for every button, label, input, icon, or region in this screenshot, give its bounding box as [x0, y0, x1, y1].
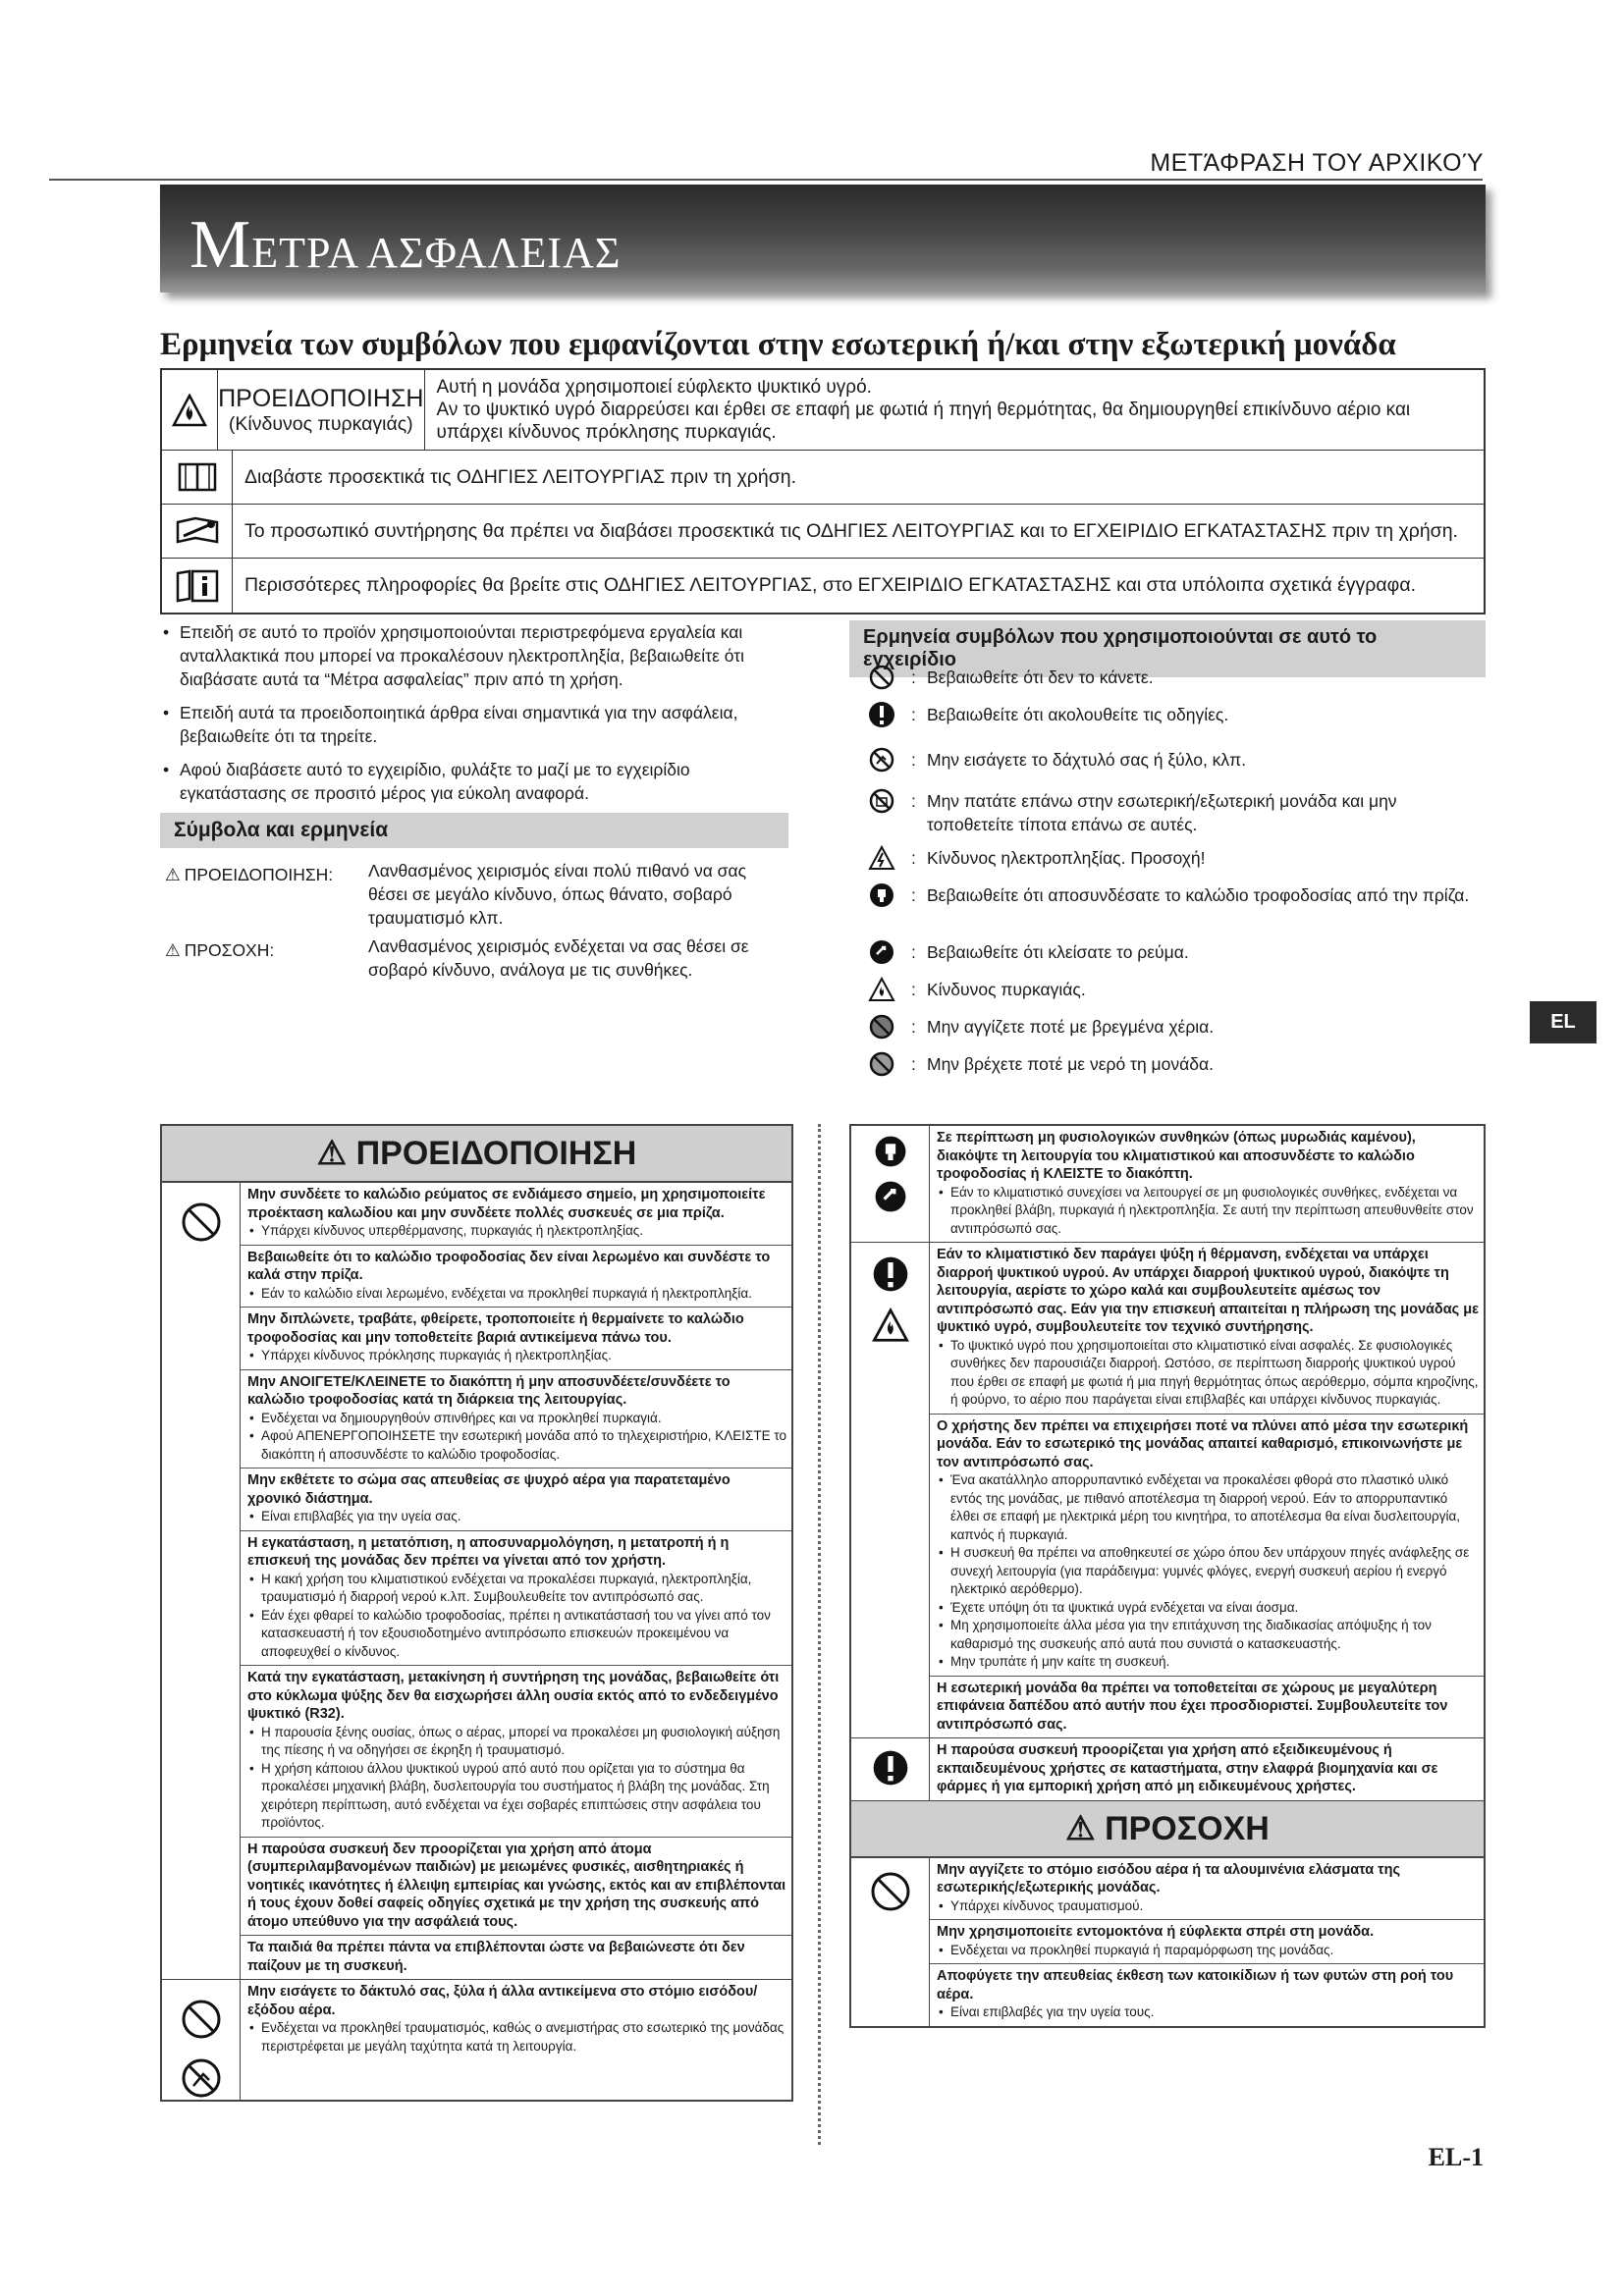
- caution-definition: ⚠ ΠΡΟΣΟΧΗ: Λανθασμένος χειρισμός ενδέχεται να σας θέσει σε σοβαρό κίνδυνο, ανάλογα με τις συνθήκες.: [165, 936, 749, 980]
- manual-symbols-list: [864, 660, 1473, 1084]
- list-item: : Μην αγγίζετε ποτέ με βρεγμένα χέρια.: [864, 1009, 1473, 1046]
- title-banner: [160, 185, 1486, 293]
- item-heading: Εάν το κλιματιστικό δεν παράγει ψύξη ή θέρμανση, ενδέχεται να υπάρχει διαρροή ψυκτικού υγρού. Αν υπάρχει διαρροή ψυκτικού υγρού, διακόψτε τη λειτουργία, αερίστε το χώρο καλά και συμβουλευτείτε αμέσως τον αντιπρόσωπό σας. Εάν για την επισκευή απαιτείται η πλήρωση της μονάδας με ψυκτικό υγρό, συμβουλευτείτε τον τεχνικό συντήρησης.: [937, 1247, 1479, 1335]
- power-off-icon: [873, 1179, 908, 1214]
- warning-group: [162, 1980, 791, 2100]
- page-title: ΜΕΤΡΑ ΑΣΦΑΛΕΙΑΣ: [189, 207, 622, 283]
- prohibited-icon: [869, 1870, 912, 1913]
- warn-head: ΠΡΟΕΙΔΟΠΟΙΗΣΗ (Κίνδυνος πυρκαγιάς): [218, 370, 424, 450]
- warning-box-title: ⚠ ΠΡΟΕΙΔΟΠΟΙΗΣΗ: [162, 1126, 791, 1183]
- warning-group: [162, 1183, 791, 1980]
- item-heading: Αποφύγετε την απευθείας έκθεση των κατοικίδιων ή των φυτών στη ροή του αέρα.: [937, 1968, 1454, 2002]
- list-item: : Μην πατάτε επάνω στην εσωτερική/εξωτερική μονάδα και μην τοποθετείτε τίποτα επάνω σε αυτές.: [864, 783, 1473, 840]
- item-bullet: • Ενδέχεται να προκληθεί πυρκαγιά ή παραμόρφωση της μονάδας.: [937, 1942, 1479, 1960]
- list-item: [930, 1243, 1484, 1415]
- list-item: : Κίνδυνος πυρκαγιάς.: [864, 972, 1473, 1009]
- symbols-heading: Σύμβολα και ερμηνεία: [160, 813, 788, 848]
- list-item: [241, 1838, 791, 1937]
- symbols-subtitle: Ερμηνεία των συμβόλων που εμφανίζονται στην εσωτερική ή/και στην εξωτερική μονάδα: [160, 327, 1396, 362]
- box-icon-column: [162, 1980, 241, 2100]
- item-bullet: • Η χρήση κάποιου άλλου ψυκτικού υγρού από αυτό που ορίζεται για το σύστημα θα προκαλέσει μηχανική βλάβη, δυσλειτουργία του συστήματος ή βλάβη της μονάδας. Στη χειρότερη περίπτωση, αυτό ενδέχεται να έχει σοβαρές επιπτώσεις στην ασφάλεια του προϊόντος.: [247, 1760, 786, 1833]
- warning-items: [241, 1183, 791, 1979]
- list-item: [241, 1666, 791, 1838]
- caution-box-title: ⚠ ΠΡΟΣΟΧΗ: [851, 1801, 1484, 1858]
- box-icon-column: [162, 1183, 241, 1979]
- fire-hazard-icon: [864, 972, 899, 1007]
- list-item: [241, 1183, 791, 1246]
- list-item: [930, 1126, 1484, 1242]
- item-heading: Μην συνδέετε το καλώδιο ρεύματος σε ενδιάμεσο σημείο, μη χρησιμοποιείτε προέκταση καλωδίου και μην συνδέετε πολλές συσκευές σε μια πρίζα.: [247, 1187, 766, 1221]
- no-water-icon: [864, 1046, 899, 1082]
- item-bullet: • Εάν το καλώδιο είναι λερωμένο, ενδέχεται να προκληθεί πυρκαγιά ή ηλεκτροπληξία.: [247, 1285, 786, 1304]
- list-item: : Κίνδυνος ηλεκτροπληξίας. Προσοχή!: [864, 840, 1473, 878]
- unplug-icon: [873, 1134, 908, 1169]
- warning-box: [160, 1124, 793, 2102]
- warn-text-2: Αν το ψυκτικό υγρό διαρρεύσει και έρθει σε επαφή με φωτιά ή πηγή θερμότητας, θα δημιουργηθεί επικίνδυνο αέριο και υπάρχει κίνδυνος πρόκλησης πυρκαγιάς.: [436, 400, 1411, 443]
- no-finger-icon: [864, 742, 899, 777]
- item-bullet: • Ενδέχεται να προκληθεί τραυματισμός, καθώς ο ανεμιστήρας στο εσωτερικό της μονάδας περιστρέφεται με μεγάλη ταχύτητα κατά τη λειτουργία.: [247, 2019, 786, 2056]
- book-icon: [162, 451, 233, 504]
- list-item: [930, 1415, 1484, 1677]
- header-translation-note: ΜΕΤΆΦΡΑΣΗ ΤΟΥ ΑΡΧΙΚΟΎ: [1150, 149, 1484, 177]
- warning-group: [851, 1738, 1484, 1801]
- item-heading: Βεβαιωθείτε ότι το καλώδιο τροφοδοσίας δεν είναι λερωμένο και συνδέστε το καλά στην πρίζα.: [247, 1249, 771, 1283]
- list-item: [241, 1246, 791, 1308]
- intro-list: [160, 620, 788, 815]
- warning-items: [930, 1243, 1484, 1737]
- list-item: : Μην βρέχετε ποτέ με νερό τη μονάδα.: [864, 1046, 1473, 1084]
- manual-symbols-heading: Ερμηνεία συμβόλων που χρησιμοποιούνται σε αυτό το εγχειρίδιο: [849, 620, 1486, 677]
- item-heading: Μην αγγίζετε το στόμιο εισόδου αέρα ή τα αλουμινένια ελάσματα της εσωτερικής/εξωτερικής μονάδας.: [937, 1861, 1401, 1896]
- box-icon-column: [851, 1738, 930, 1800]
- item-bullet: • Υπάρχει κίνδυνος υπερθέρμανσης, πυρκαγιάς ή ηλεκτροπληξίας.: [247, 1222, 786, 1241]
- mandatory-icon: [871, 1255, 910, 1294]
- fire-warning-icon: [162, 370, 218, 450]
- mandatory-icon: [864, 697, 899, 732]
- service-manual-text: Το προσωπικό συντήρησης θα πρέπει να διαβάσει προσεκτικά τις ΟΔΗΓΙΕΣ ΛΕΙΤΟΥΡΓΙΑΣ και το ΕΓΧΕΙΡΙΔΙΟ ΕΓΚΑΤΑΣΤΑΣΗΣ πριν τη χρήση.: [244, 519, 1458, 542]
- item-bullet: • Το ψυκτικό υγρό που χρησιμοποιείται στο κλιματιστικό είναι ασφαλές. Σε φυσιολογικές συνθήκες δεν παρουσιάζει διαρροή. Ωστόσο, σε περίπτωση διαρροής ψυκτικού υγρού που έρθει σε επαφή με φωτιά ή μια πηγή θερμότητας όπως αερόθερμο, σόμπα κηροζίνης, ή φούρνο, το αέριο που παράγεται είναι επιβλαβές και υπάρχει κίνδυνος πυρκαγιάς.: [937, 1337, 1479, 1410]
- list-item: [241, 1308, 791, 1370]
- flammable-warning-row: [162, 370, 1484, 451]
- item-heading: Ο χρήστης δεν πρέπει να επιχειρήσει ποτέ να πλύνει από μέσα την εσωτερική μονάδα. Εάν το εσωτερικό της μονάδας απαιτεί καθαρισμό, επικοινωνήστε με τον αντιπρόσωπό σας.: [937, 1417, 1469, 1470]
- list-item: [930, 1920, 1484, 1964]
- list-item: [930, 1858, 1484, 1921]
- intro-item: • Επειδή αυτά τα προειδοποιητικά άρθρα είναι σημαντικά για την ασφάλεια, βεβαιωθείτε ότι τα τηρείτε.: [160, 701, 788, 748]
- caution-items: [930, 1858, 1484, 2026]
- read-manual-text: Διαβάστε προσεκτικά τις ΟΔΗΓΙΕΣ ΛΕΙΤΟΥΡΓΙΑΣ πριν τη χρήση.: [244, 465, 797, 488]
- item-bullet: • Μην τρυπάτε ή μην καίτε τη συσκευή.: [937, 1653, 1479, 1672]
- list-item: : Βεβαιωθείτε ότι δεν το κάνετε.: [864, 660, 1473, 697]
- warning-triangle-icon: ⚠: [165, 865, 181, 884]
- warning-group: [851, 1126, 1484, 1243]
- item-bullet: • Ένα ακατάλληλο απορρυπαντικό ενδέχεται να προκαλέσει φθορά στο πλαστικό υλικό εντός της μονάδας, με πιθανό αποτέλεσμα τη διαρροή νερού. Εάν το απορρυπαντικό έλθει σε επαφή με ηλεκτρικά μέρη του κινητήρα, το αποτέλεσμα θα είναι δυσλειτουργία, καπνός ή πυρκαγιά.: [937, 1471, 1479, 1544]
- no-wet-hands-icon: [864, 1009, 899, 1044]
- item-bullet: • Εάν έχει φθαρεί το καλώδιο τροφοδοσίας, πρέπει η αντικατάστασή του να γίνει από τον κατασκευαστή ή τον εξουσιοδοτημένο αντιπρόσωπο επισκευών προκειμένου να αποφευχθεί ο κίνδυνος.: [247, 1607, 786, 1662]
- caution-group: [851, 1858, 1484, 2026]
- item-bullet: • Είναι επιβλαβές για την υγεία τους.: [937, 2003, 1479, 2022]
- item-heading: Η παρούσα συσκευή δεν προορίζεται για χρήση από άτομα (συμπεριλαμβανομένων παιδιών) με μειωμένες φυσικές, αισθητηριακές ή νοητικές ικανότητες ή έλλειψη εμπειρίας και γνώσης, εκτός και αν επιβλέπονται ή τους έχουν δοθεί σαφείς οδηγίες σχετικά με την χρήση της συσκευής από άτομο υπεύθυνο για την ασφάλειά τους.: [247, 1841, 786, 1930]
- info-text: Περισσότερες πληροφορίες θα βρείτε στις ΟΔΗΓΙΕΣ ΛΕΙΤΟΥΡΓΙΑΣ, στο ΕΓΧΕΙΡΙΔΙΟ ΕΓΚΑΤΑΣΤΑΣΗΣ και στα υπόλοιπα σχετικά έγγραφα.: [244, 574, 1417, 596]
- prohibited-icon: [180, 1998, 223, 2041]
- list-item: [241, 1531, 791, 1667]
- read-manual-row: [162, 451, 1484, 505]
- warning-definition: ⚠ ΠΡΟΕΙΔΟΠΟΙΗΣΗ: Λανθασμένος χειρισμός είναι πολύ πιθανό να σας θέσει σε μεγάλο κίνδυνο, όπως θάνατο, σοβαρό τραυματισμό κλπ.: [165, 861, 747, 928]
- item-heading: Μην εισάγετε το δάκτυλό σας, ξύλα ή άλλα αντικείμενα στο στόμιο εισόδου/εξόδου αέρα.: [247, 1984, 758, 2018]
- item-bullet: • Έχετε υπόψη ότι τα ψυκτικά υγρά ενδέχεται να είναι άοσμα.: [937, 1599, 1479, 1618]
- power-off-icon: [864, 934, 899, 970]
- item-bullet: • Είναι επιβλαβές για την υγεία σας.: [247, 1508, 786, 1526]
- column-divider: [818, 1124, 821, 2145]
- list-item: [241, 1468, 791, 1531]
- item-bullet: • Η συσκευή θα πρέπει να αποθηκευτεί σε χώρο όπου δεν υπάρχουν πηγές ανάφλεξης σε συνεχή λειτουργία (για παράδειγμα: γυμνές φλόγες, ενεργή συσκευή αερίου ή ενεργό ηλεκτρικό αερόθερμο).: [937, 1544, 1479, 1599]
- list-item: [241, 1936, 791, 1979]
- info-book-icon: [162, 559, 233, 613]
- caution-triangle-icon: ⚠: [165, 940, 181, 960]
- electric-shock-icon: [864, 840, 899, 876]
- item-heading: Μην διπλώνετε, τραβάτε, φθείρετε, τροποποιείτε ή θερμαίνετε το καλώδιο τροφοδοσίας και μην τοποθετείτε βαριά αντικείμενα πάνω του.: [247, 1311, 744, 1346]
- item-bullet: • Εάν το κλιματιστικό συνεχίσει να λειτουργεί σε μη φυσιολογικές συνθήκες, ενδέχεται να προκληθεί βλάβη, πυρκαγιά ή ηλεκτροπληξία. Σε αυτή την περίπτωση απευθυνθείτε στον αντιπρόσωπό σας.: [937, 1184, 1479, 1239]
- caution-triangle-icon: ⚠: [1065, 1809, 1106, 1847]
- fire-hazard-icon: [871, 1308, 910, 1343]
- item-heading: Η παρούσα συσκευή προορίζεται για χρήση από εξειδικευμένους ή εκπαιδευμένους χρήστες σε καταστήματα, στην ελαφρά βιομηχανία και σε φάρμες ή για εμπορική χρήση από μη ειδικευμένους χρήστες.: [937, 1742, 1438, 1794]
- unit-symbols-table: [160, 368, 1486, 614]
- warning-box-continued: [849, 1124, 1486, 2028]
- intro-item: • Επειδή σε αυτό το προϊόν χρησιμοποιούνται περιστρεφόμενα εργαλεία και ανταλλακτικά που μπορεί να προκαλέσουν ηλεκτροπληξία, βεβαιωθείτε ότι διαβάσατε αυτά τα “Μέτρα ασφαλείας” πριν από τη χρήση.: [160, 620, 788, 691]
- warning-items: [930, 1126, 1484, 1242]
- item-heading: Σε περίπτωση μη φυσιολογικών συνθηκών (όπως μυρωδιάς καμένου), διακόψτε τη λειτουργία του κλιματιστικού και αποσυνδέστε το καλώδιο τροφοδοσίας ή ΚΛΕΙΣΤΕ το διακόπτη.: [937, 1130, 1416, 1182]
- item-bullet: • Η παρουσία ξένης ουσίας, όπως ο αέρας, μπορεί να προκαλέσει μη φυσιολογική αύξηση της πίεσης ή να οδηγήσει σε έκρηξη ή τραυματισμό.: [247, 1724, 786, 1760]
- item-heading: Η εγκατάσταση, η μετατόπιση, η αποσυναρμολόγηση, η μετατροπή ή η επισκευή της μονάδας δεν πρέπει να γίνεται από τον χρήστη.: [247, 1534, 730, 1569]
- intro-item: • Αφού διαβάσετε αυτό το εγχειρίδιο, φυλάξτε το μαζί με το εγχειρίδιο εγκατάστασης σε προσιτό μέρος για εύκολη αναφορά.: [160, 758, 788, 805]
- item-heading: Τα παιδιά θα πρέπει πάντα να επιβλέπονται ώστε να βεβαιώνεστε ότι δεν παίζουν με τη συσκευή.: [247, 1940, 745, 1974]
- list-item: [241, 1980, 791, 2059]
- list-item: [930, 1964, 1484, 2026]
- list-item: : Βεβαιωθείτε ότι κλείσατε το ρεύμα.: [864, 934, 1473, 972]
- item-bullet: • Η κακή χρήση του κλιματιστικού ενδέχεται να προκαλέσει πυρκαγιά, ηλεκτροπληξία, τραυματισμό ή διαρροή νερού κ.λπ. Συμβουλευθείτε τον αντιπρόσωπό σας.: [247, 1571, 786, 1607]
- service-book-icon: [162, 505, 233, 558]
- list-item: : Βεβαιωθείτε ότι ακολουθείτε τις οδηγίες.: [864, 697, 1473, 742]
- item-heading: Η εσωτερική μονάδα θα πρέπει να τοποθετείται σε χώρους με μεγαλύτερη επιφάνεια δαπέδου από αυτήν που έχει προσδιοριστεί. Συμβουλευτείτε τον αντιπρόσωπό σας.: [937, 1680, 1448, 1733]
- box-icon-column: [851, 1243, 930, 1737]
- prohibited-icon: [180, 1201, 223, 1244]
- item-heading: Κατά την εγκατάσταση, μετακίνηση ή συντήρηση της μονάδας, βεβαιωθείτε ότι στο κύκλωμα ψύξης δεν θα εισχωρήσει άλλη ουσία εκτός από το ενδεδειγμένο ψυκτικό (R32).: [247, 1670, 780, 1722]
- list-item: [930, 1738, 1484, 1800]
- warning-items: [930, 1738, 1484, 1800]
- header-rule: [49, 179, 1483, 181]
- item-bullet: • Ενδέχεται να δημιουργηθούν σπινθήρες και να προκληθεί πυρκαγιά.: [247, 1410, 786, 1428]
- item-heading: Μην χρησιμοποιείτε εντομοκτόνα ή εύφλεκτα σπρέι στη μονάδα.: [937, 1924, 1375, 1940]
- warning-group: [851, 1243, 1484, 1738]
- service-manual-row: [162, 505, 1484, 559]
- info-row: [162, 559, 1484, 613]
- list-item: : Βεβαιωθείτε ότι αποσυνδέσατε το καλώδιο τροφοδοσίας από την πρίζα.: [864, 878, 1473, 934]
- list-item: [930, 1677, 1484, 1738]
- unplug-icon: [864, 878, 899, 913]
- list-item: [241, 1370, 791, 1469]
- list-item: : Μην εισάγετε το δάχτυλό σας ή ξύλο, κλπ.: [864, 742, 1473, 783]
- item-heading: Μην ΑΝΟΙΓΕΤΕ/ΚΛΕΙΝΕΤΕ το διακόπτη ή μην αποσυνδέετε/συνδέετε το καλώδιο τροφοδοσίας κατά τη διάρκεια της λειτουργίας.: [247, 1373, 731, 1408]
- no-finger-icon: [180, 2056, 223, 2100]
- item-heading: Μην εκθέτετε το σώμα σας απευθείας σε ψυχρό αέρα για παρατεταμένο χρονικό διάστημα.: [247, 1472, 731, 1507]
- page-number: EL-1: [1428, 2143, 1484, 2171]
- box-icon-column: [851, 1858, 930, 2026]
- warn-text-1: Αυτή η μονάδα χρησιμοποιεί εύφλεκτο ψυκτικό υγρό.: [436, 377, 872, 398]
- item-bullet: • Υπάρχει κίνδυνος πρόκλησης πυρκαγιάς ή ηλεκτροπληξίας.: [247, 1347, 786, 1365]
- no-step-icon: [864, 783, 899, 819]
- item-bullet: • Μη χρησιμοποιείτε άλλα μέσα για την επιτάχυνση της διαδικασίας απόψυξης ή τον καθαρισμό της συσκευής από αυτά που συνιστά ο κατασκευαστής.: [937, 1617, 1479, 1653]
- prohibited-icon: [864, 660, 899, 695]
- warning-triangle-icon: ⚠: [316, 1135, 356, 1172]
- item-bullet: • Αφού ΑΠΕΝΕΡΓΟΠΟΙΗΣΕΤΕ την εσωτερική μονάδα από το τηλεχειριστήριο, ΚΛΕΙΣΤΕ το διακόπτη ή αποσυνδέστε το καλώδιο τροφοδοσίας.: [247, 1427, 786, 1464]
- item-bullet: • Υπάρχει κίνδυνος τραυματισμού.: [937, 1897, 1479, 1916]
- language-tab: EL: [1530, 1001, 1597, 1043]
- box-icon-column: [851, 1126, 930, 1242]
- warning-items: [241, 1980, 791, 2100]
- mandatory-icon: [871, 1748, 910, 1788]
